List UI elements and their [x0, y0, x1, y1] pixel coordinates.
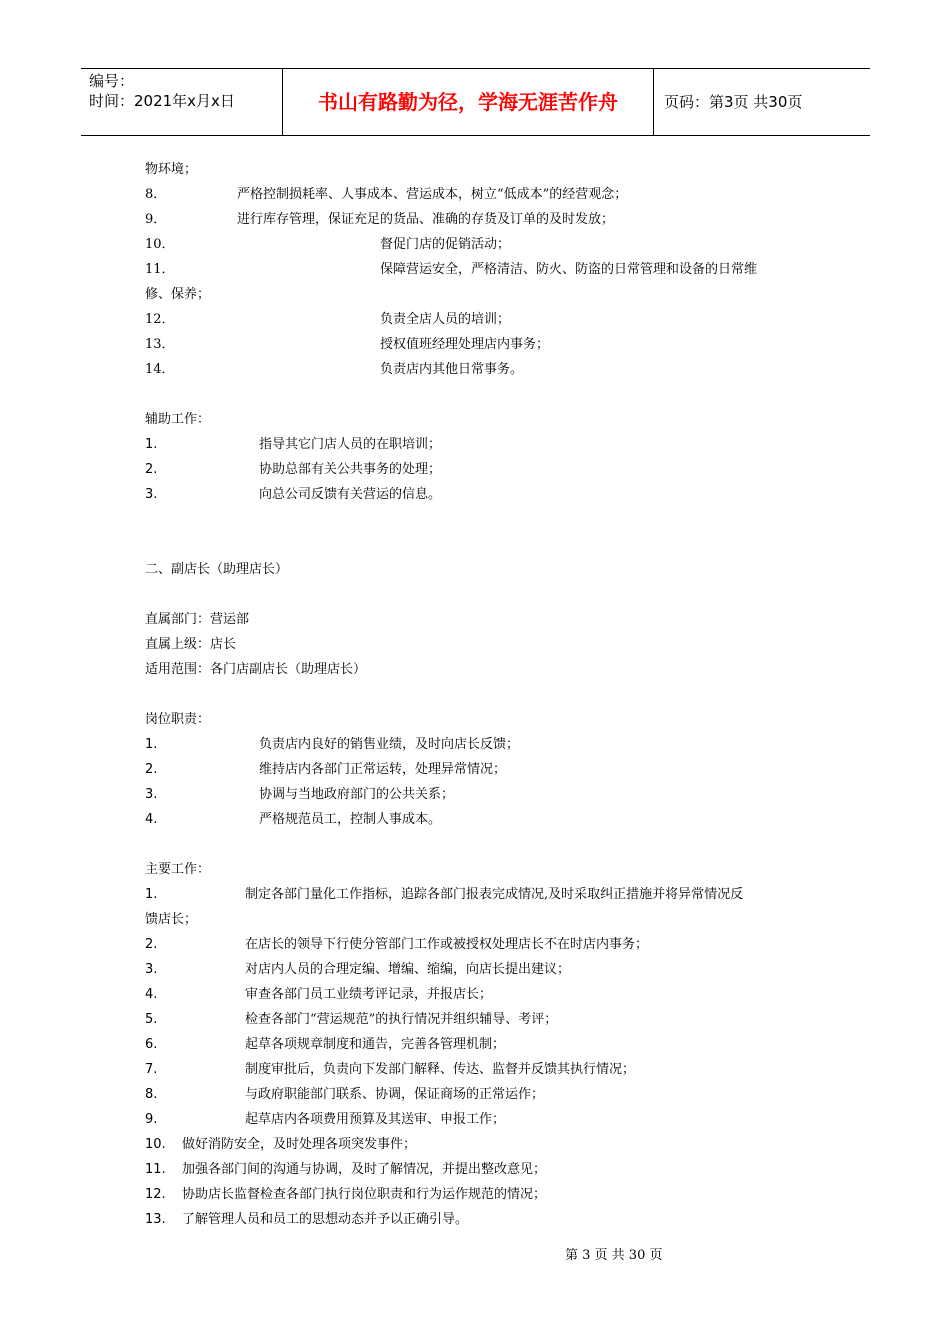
date-line: 时间：2021年x月x日 [89, 92, 235, 110]
item-number: 8. [145, 1087, 158, 1102]
item-number: 11. [145, 1162, 166, 1177]
item-text: 向总公司反馈有关营运的信息。 [259, 487, 442, 502]
item-text: 审查各部门员工业绩考评记录，并报店长； [245, 987, 493, 1002]
list-item [145, 437, 442, 453]
section-heading: 二、副店长（助理店长） [145, 562, 289, 577]
body-line: 直属上级：店长 [145, 637, 237, 652]
body-line: 物环境； [145, 162, 198, 177]
item-text: 负责店内其他日常事务。 [380, 362, 524, 377]
page-footer: 第 3 页 共 30 页 [565, 1248, 663, 1263]
list-item [145, 1112, 506, 1128]
item-number: 10． [145, 237, 175, 252]
list-item [145, 1012, 558, 1028]
list-item [145, 987, 493, 1003]
item-number: 3. [145, 487, 158, 502]
item-text: 负责全店人员的培训； [380, 312, 511, 327]
item-number: 9． [145, 212, 167, 227]
body-line: 直属部门：营运部 [145, 612, 250, 627]
item-text: 加强各部门间的沟通与协调，及时了解情况，并提出整改意见； [182, 1162, 547, 1177]
header-info-cell [81, 69, 282, 135]
list-item [145, 1087, 545, 1103]
list-item [145, 1137, 417, 1153]
item-text: 负责店内良好的销售业绩，及时向店长反馈； [259, 737, 520, 752]
item-number: 5. [145, 1012, 158, 1027]
section-heading: 辅助工作： [145, 412, 211, 427]
item-number: 7. [145, 1062, 158, 1077]
item-number: 3. [145, 962, 158, 977]
item-number: 3. [145, 787, 158, 802]
item-text: 授权值班经理处理店内事务； [380, 337, 550, 352]
item-text: 起草各项规章制度和通告，完善各管理机制； [245, 1037, 506, 1052]
item-text: 对店内人员的合理定编、增编、缩编，向店长提出建议； [245, 962, 571, 977]
item-text: 协助总部有关公共事务的处理； [259, 462, 442, 477]
item-number: 1. [145, 437, 158, 452]
item-number: 1. [145, 737, 158, 752]
list-item [145, 1162, 547, 1178]
list-item [145, 937, 649, 953]
item-text: 严格控制损耗率、人事成本、营运成本，树立“低成本”的经营观念； [237, 187, 628, 202]
item-number: 1. [145, 887, 158, 902]
item-number: 10. [145, 1137, 166, 1152]
item-text: 协助店长监督检查各部门执行岗位职责和行为运作规范的情况； [182, 1187, 547, 1202]
list-item [145, 487, 442, 503]
item-number: 8． [145, 187, 167, 202]
item-text: 进行库存管理，保证充足的货品、准确的存货及订单的及时发放； [237, 212, 615, 227]
list-item [145, 262, 758, 278]
list-item [145, 187, 628, 203]
list-item [145, 962, 571, 978]
item-number: 9. [145, 1112, 158, 1127]
item-text: 做好消防安全，及时处理各项突发事件； [182, 1137, 417, 1152]
list-item [145, 737, 520, 753]
item-text: 严格规范员工，控制人事成本。 [259, 812, 442, 827]
list-item [145, 362, 524, 378]
list-item [145, 462, 442, 478]
section-heading: 主要工作： [145, 862, 211, 877]
item-text: 与政府职能部门联系、协调，保证商场的正常运作； [245, 1087, 545, 1102]
item-number: 13． [145, 337, 175, 352]
body-line: 修、保养； [145, 287, 211, 302]
item-number: 13. [145, 1212, 166, 1227]
item-number: 4. [145, 987, 158, 1002]
item-number: 12. [145, 1187, 166, 1202]
item-text: 制度审批后，负责向下发部门解释、传达、监督并反馈其执行情况； [245, 1062, 636, 1077]
item-text: 起草店内各项费用预算及其送审、申报工作； [245, 1112, 506, 1127]
item-text: 在店长的领导下行使分管部门工作或被授权处理店长不在时店内事务； [245, 937, 649, 952]
item-number: 2. [145, 937, 158, 952]
item-text: 检查各部门“营运规范”的执行情况并组织辅导、考评； [245, 1012, 558, 1027]
list-item [145, 787, 455, 803]
list-item [145, 337, 550, 353]
list-item [145, 1062, 636, 1078]
list-item [145, 812, 442, 828]
item-number: 12． [145, 312, 175, 327]
item-text: 督促门店的促销活动； [380, 237, 511, 252]
item-number: 2. [145, 762, 158, 777]
body-line: 适用范围：各门店副店长（助理店长） [145, 662, 367, 677]
item-text: 指导其它门店人员的在职培训； [259, 437, 442, 452]
item-text: 协调与当地政府部门的公共关系； [259, 787, 455, 802]
item-text: 了解管理人员和员工的思想动态并予以正确引导。 [182, 1212, 469, 1227]
item-text: 保障营运安全，严格清洁、防火、防盗的日常管理和设备的日常维 [380, 262, 758, 277]
header-page-info: 页码：第3页 共30页 [664, 93, 803, 111]
list-item [145, 1212, 469, 1228]
doc-number-label: 编号： [89, 72, 135, 90]
list-item [145, 212, 615, 228]
item-number: 4. [145, 812, 158, 827]
list-item [145, 762, 507, 778]
body-line: 馈店长； [145, 912, 198, 927]
header-motto: 书山有路勤为径，学海无涯苦作舟 [282, 69, 654, 135]
section-heading: 岗位职责： [145, 712, 211, 727]
list-item [145, 1187, 547, 1203]
item-number: 14． [145, 362, 175, 377]
item-number: 2. [145, 462, 158, 477]
item-number: 11． [145, 262, 175, 277]
list-item [145, 237, 511, 253]
list-item [145, 1037, 506, 1053]
item-text: 制定各部门量化工作指标，追踪各部门报表完成情况,及时采取纠正措施并将异常情况反 [245, 887, 744, 902]
page-header [81, 68, 870, 136]
list-item [145, 312, 511, 328]
item-text: 维持店内各部门正常运转，处理异常情况； [259, 762, 507, 777]
item-number: 6. [145, 1037, 158, 1052]
list-item [145, 887, 744, 903]
